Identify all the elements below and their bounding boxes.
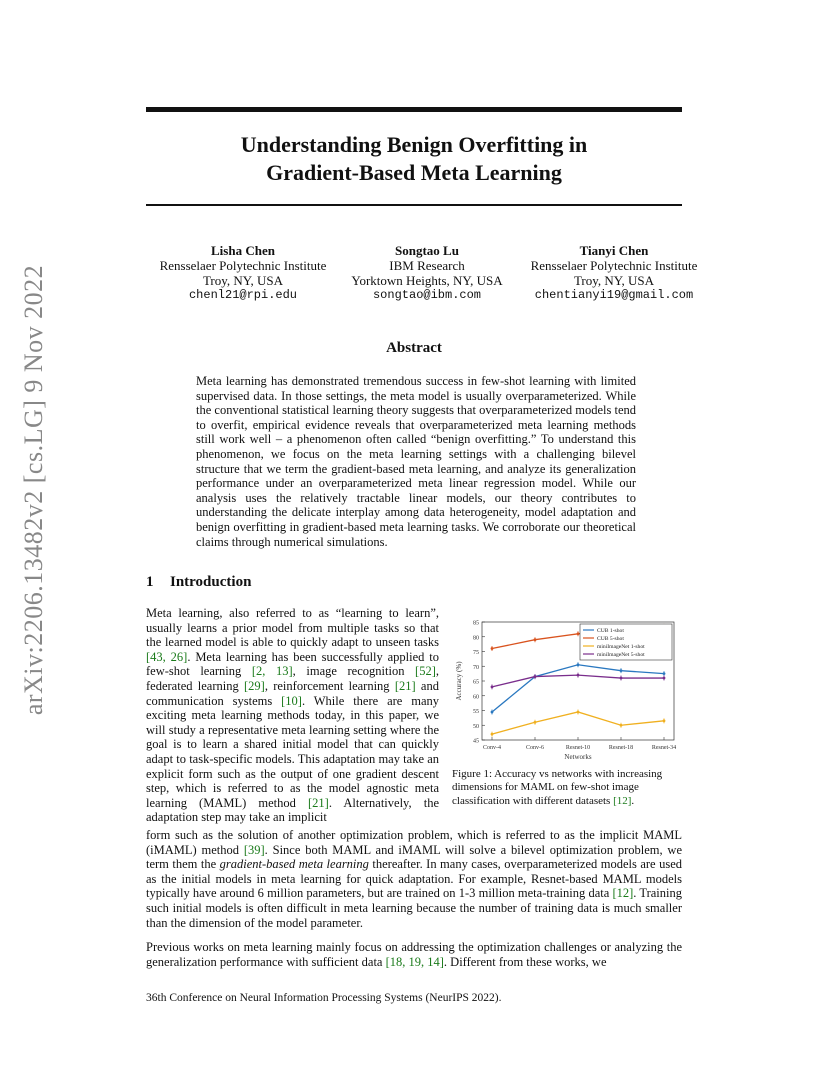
data-point xyxy=(620,677,623,680)
text-run: . While there are many exciting meta learning methods today, in this paper, we will study a representative meta learning setting where the goal is to learn a shared initial model that can quickly adapt to task-specific models. This adaptation may take an explicit form such as the output of one gradient descent step, which is referred to as the model agnostic meta learning (MAML) method xyxy=(146,693,439,810)
legend-entry: CUB 1-shot xyxy=(597,628,624,634)
author-affiliation: IBM Research xyxy=(389,258,465,273)
section-heading xyxy=(146,574,251,591)
series-line xyxy=(492,665,664,712)
data-point xyxy=(663,719,666,722)
y-axis-label: Accuracy (%) xyxy=(455,661,463,701)
x-tick-label: Conv-6 xyxy=(526,745,544,751)
text-run: . Different from these works, we xyxy=(443,954,607,969)
text-run: Meta learning, also referred to as “learning to learn”, usually learns a prior model from multiple tasks so that the learned model is able to quickly adapt to unseen tasks xyxy=(146,606,439,650)
citation-link[interactable]: [21] xyxy=(394,678,416,693)
text-run: form such as the solution of another optimization problem, which is referred to as the implicit MAML (iMAML) method xyxy=(146,828,682,857)
title-top-rule xyxy=(146,107,682,112)
citation-link[interactable]: [12] xyxy=(613,794,632,807)
author-affiliation: Rensselaer Polytechnic Institute xyxy=(159,258,327,273)
author-email[interactable]: chenl21@rpi.edu xyxy=(188,288,298,302)
citation-link[interactable]: [29] xyxy=(244,678,265,693)
text-run: . xyxy=(631,794,635,807)
series-line xyxy=(492,712,664,734)
text-run: . Training such initial models is often difficult in meta learning because the number of training data is much smaller than the dimension of the model parameter. xyxy=(146,886,682,930)
x-tick-label: Resnet-18 xyxy=(608,745,634,751)
author-email[interactable]: chentianyi19@gmail.com xyxy=(534,288,694,302)
data-point xyxy=(577,711,580,714)
data-point xyxy=(663,672,666,675)
intro-paragraph-2 xyxy=(146,940,682,969)
author-name: Songtao Lu xyxy=(395,243,459,258)
figure-caption-label: Figure 1: xyxy=(452,768,493,780)
data-point xyxy=(491,711,494,714)
conference-footer: 36th Conference on Neural Information Processing Systems (NeurIPS 2022). xyxy=(146,992,502,1004)
citation-link[interactable]: [12] xyxy=(612,886,634,901)
y-tick-label: 65 xyxy=(473,679,479,686)
section-title: Introduction xyxy=(170,574,252,590)
x-axis-label: Networks xyxy=(564,753,592,761)
author-2 xyxy=(334,243,520,303)
author-1 xyxy=(146,243,340,303)
text-run: . Since both MAML and iMAML will solve a bilevel optimization problem, we term them the xyxy=(146,842,682,872)
data-point xyxy=(534,675,537,678)
data-point xyxy=(534,638,537,641)
author-email[interactable]: songtao@ibm.com xyxy=(372,288,482,302)
text-run: thereafter. In many cases, overparameterized models are used as the initial models in meta learning for quick adaptation. For example, Resnet-based MAML models typically have around 6 million parameters, but are trained on 1-3 million meta-training data xyxy=(146,857,682,901)
arxiv-identifier xyxy=(14,264,54,716)
text-run: , federated learning xyxy=(146,664,439,693)
x-tick-label: Resnet-34 xyxy=(651,745,677,751)
y-tick-label: 75 xyxy=(473,650,479,656)
intro-paragraph-1-wrapped xyxy=(146,606,439,825)
data-point xyxy=(663,677,666,680)
title-bottom-rule xyxy=(146,204,682,206)
legend-entry: miniImageNet 1-shot xyxy=(597,644,645,650)
text-run: Accuracy vs networks with increasing dimensions for MAML on few-shot image classification with different datasets xyxy=(452,768,663,807)
text-run: . Meta learning has been successfully applied to few-shot learning xyxy=(146,649,440,679)
y-tick-label: 60 xyxy=(473,694,479,701)
text-run: , reinforcement learning xyxy=(264,678,395,693)
title-line-2: Gradient-Based Meta Learning xyxy=(266,160,562,185)
citation-link[interactable]: [43, 26] xyxy=(146,649,188,664)
text-run: Previous works on meta learning mainly focus on addressing the optimization challenges or analyzing the generalization performance with sufficient data xyxy=(146,940,682,969)
citation-link[interactable]: [2, 13] xyxy=(251,664,293,679)
x-tick-label: Conv-4 xyxy=(483,745,501,751)
data-point xyxy=(491,733,494,736)
citation-link[interactable]: [10] xyxy=(281,693,302,708)
paper-title xyxy=(146,131,682,187)
arxiv-identifier-text: arXiv:2206.13482v2 [cs.LG] 9 Nov 2022 xyxy=(19,264,48,716)
author-affiliation: Rensselaer Polytechnic Institute xyxy=(530,258,698,273)
title-line-1: Understanding Benign Overfitting in xyxy=(240,132,588,157)
data-point xyxy=(577,663,580,666)
figure-1-caption xyxy=(452,768,684,808)
author-name: Tianyi Chen xyxy=(579,243,649,258)
citation-link[interactable]: [39] xyxy=(243,842,265,857)
data-point xyxy=(491,686,494,689)
accuracy-line-chart xyxy=(452,616,682,766)
text-run: . Alternatively, the adaptation step may take an implicit xyxy=(146,795,439,825)
figure-1-chart xyxy=(452,616,682,766)
y-tick-label: 80 xyxy=(473,635,479,642)
legend-entry: miniImageNet 5-shot xyxy=(597,652,645,658)
citation-link[interactable]: [21] xyxy=(307,795,329,810)
data-point xyxy=(534,721,537,724)
text-run: gradient-based meta learning xyxy=(219,857,369,872)
x-tick-label: Resnet-10 xyxy=(565,745,591,751)
abstract-heading: Abstract xyxy=(386,340,442,356)
text-run: and communication systems xyxy=(146,678,439,708)
author-location: Troy, NY, USA xyxy=(202,273,284,288)
data-point xyxy=(620,724,623,727)
data-point xyxy=(620,669,623,672)
abstract-text: Meta learning has demonstrated tremendous success in few-shot learning with limited supervised data. In those settings, the meta model is usually overparameterized. While the conventional statistical learning theory suggests that overparameterized models tend to overfit, empirical evidence reveals that overparameterized meta learning methods still work well – a phenomenon often called “benign overfitting.” To understand this phenomenon, we focus on the meta learning settings with a challenging bilevel structure that we term the gradient-based meta learning, and analyze its generalization performance under an overparameterized meta linear regression model. While our analysis uses the relatively tractable linear models, our theory contributes to understanding the delicate interplay among data heterogeneity, model adaptation and benign overfitting in gradient-based meta learning tasks. We corroborate our theoretical claims through numerical simulations. xyxy=(196,374,636,549)
author-location: Troy, NY, USA xyxy=(573,273,655,288)
y-tick-label: 70 xyxy=(473,664,479,671)
data-point xyxy=(491,647,494,650)
data-point xyxy=(577,674,580,677)
text-run: , image recognition xyxy=(292,664,416,679)
section-number: 1 xyxy=(146,574,154,590)
author-name: Lisha Chen xyxy=(211,243,275,258)
intro-paragraph-1-continued xyxy=(146,828,682,930)
legend-entry: CUB 5-shot xyxy=(597,636,624,642)
citation-link[interactable]: [52] xyxy=(415,664,436,679)
y-tick-label: 55 xyxy=(473,709,479,715)
citation-link[interactable]: [18, 19, 14] xyxy=(385,954,444,969)
y-tick-label: 85 xyxy=(473,620,479,627)
y-tick-label: 45 xyxy=(473,738,479,745)
data-point xyxy=(577,632,580,635)
y-tick-label: 50 xyxy=(473,723,479,730)
author-3 xyxy=(514,243,714,303)
author-location: Yorktown Heights, NY, USA xyxy=(351,273,503,288)
